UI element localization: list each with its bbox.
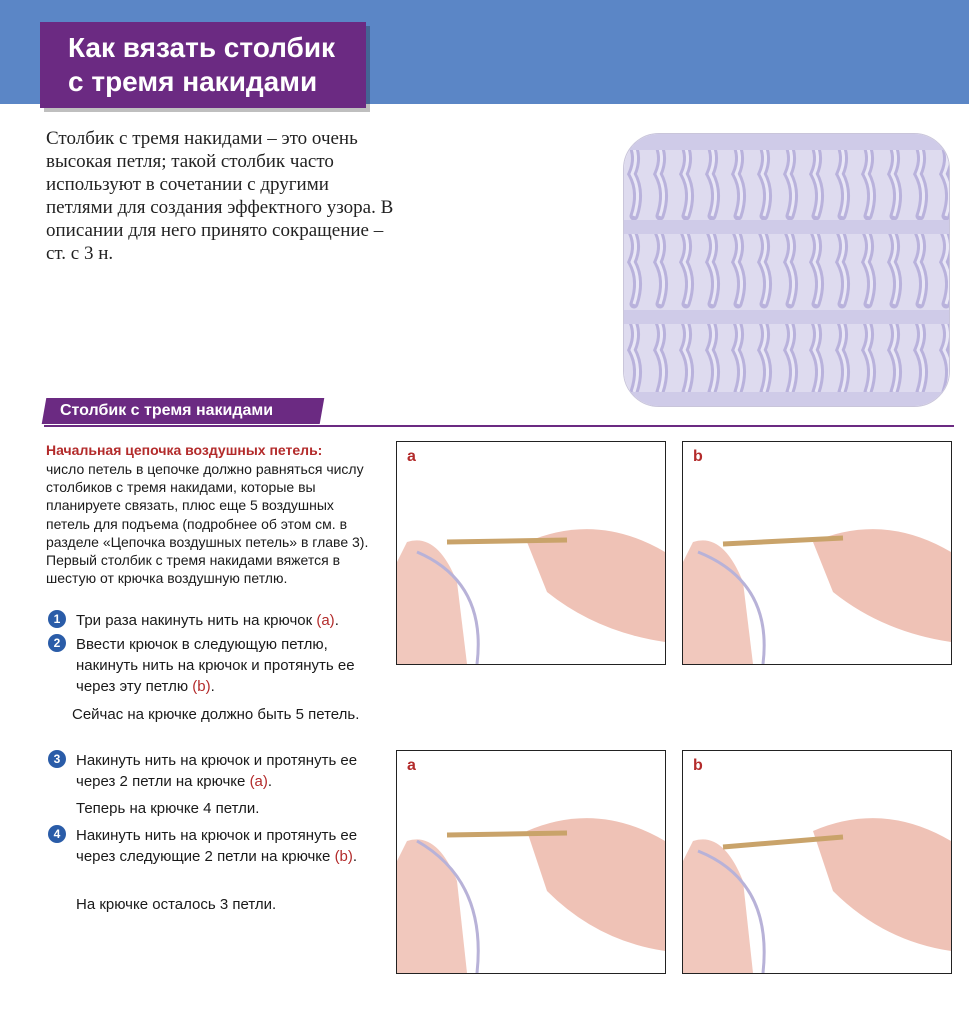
title-box — [40, 22, 366, 108]
step-text: Три раза накинуть нить на крючок (a). — [76, 612, 339, 629]
step-text: Ввести крючок в следующую петлю, накинуть нить на крючок и протянуть ее через эту петлю (b). — [76, 636, 355, 695]
photo-step4-b — [682, 750, 952, 974]
photo-label: b — [693, 757, 703, 774]
note-after-step4: На крючке осталось 3 петли. — [76, 896, 277, 913]
chain-title: Начальная цепочка воздушных петель: — [46, 442, 323, 458]
intro-text: Столбик с тремя накидами – это очень высокая петля; такой столбик часто используют в сочетании с другими петлями для создания эффектного узора. В описании для него принято сокращение – ст. с 3 н. — [46, 128, 394, 264]
photo-step1-a — [396, 441, 666, 665]
step-text: Накинуть нить на крючок и протянуть ее через следующие 2 петли на крючке (b). — [76, 827, 358, 865]
chain-text: число петель в цепочке должно равняться числу столбиков с тремя накидами, которые вы планируете связать, плюс еще 5 воздушных петель для подъема (подробнее об этом см. в разделе «Цепочка воздушных петель» в главе 3). Первый столбик с тремя накидами вяжется в шестую от крючка воздушную петлю. — [46, 461, 369, 587]
page-title-line1: Как вязать столбик — [68, 32, 336, 63]
step-number: 1 — [48, 610, 66, 628]
note-after-step3: Теперь на крючке 4 петли. — [76, 800, 260, 817]
step-number: 3 — [48, 750, 66, 768]
section-divider — [44, 425, 954, 427]
step-number: 2 — [48, 634, 66, 652]
photo-label: a — [407, 448, 416, 465]
crochet-swatch-image — [623, 133, 950, 407]
photo-label: b — [693, 448, 703, 465]
step-text: Накинуть нить на крючок и протянуть ее через 2 петли на крючке (a). — [76, 752, 358, 790]
section-title: Столбик с тремя накидами — [60, 402, 274, 419]
note-after-step2: Сейчас на крючке должно быть 5 петель. — [72, 706, 360, 723]
photo-step3-a — [396, 750, 666, 974]
photo-label: a — [407, 757, 416, 774]
step-number: 4 — [48, 825, 66, 843]
page-title-line2: с тремя накидами — [68, 66, 318, 97]
photo-step2-b — [682, 441, 952, 665]
